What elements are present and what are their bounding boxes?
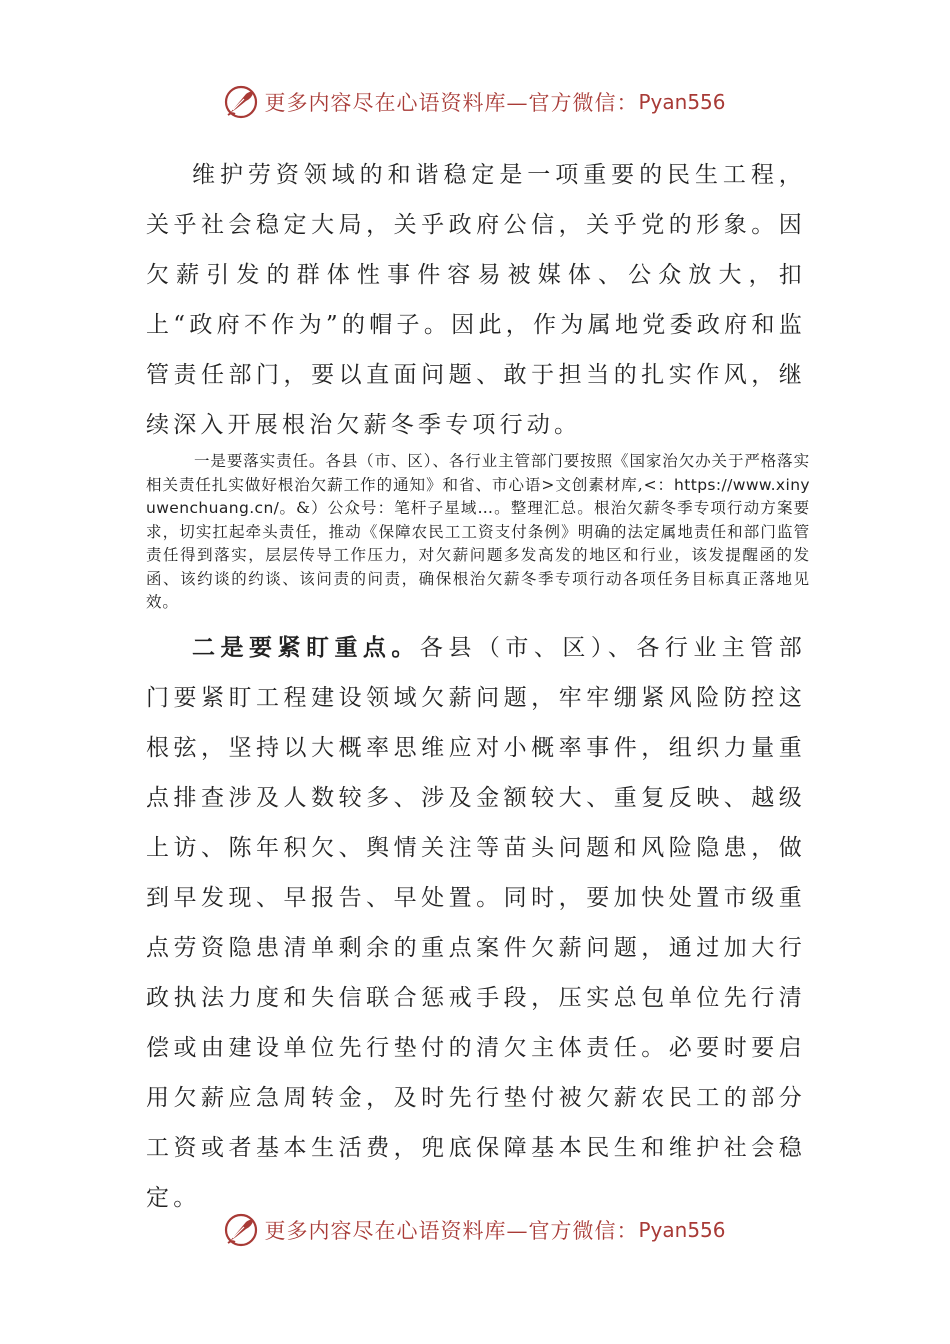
header-banner [0, 82, 950, 122]
banner-text: 更多内容尽在心语资料库—官方微信： [264, 1219, 639, 1243]
quill-logo-icon [224, 1213, 258, 1247]
source-url-link[interactable]: https://www.xinyuwenchuang.cn/ [146, 475, 810, 517]
point-two-heading: 二是要紧盯重点。 [192, 634, 420, 661]
point-one-part2: 。&）公众号：笔杆子星域…。整理汇总。根治欠薪冬季专项行动方案要求，切实扛起牵头责任，推动《保障农民工工资支付条例》明确的法定属地责任和部门监管责任得到落实，层层传导工作压力，对欠薪问题多发高发的地区和行业，该发提醒函的发函、该约谈的约谈、该问责的问责，确保根治欠薪冬季专项行动各项任务目标真正落地见效。 [146, 499, 810, 611]
quill-logo-icon [224, 85, 258, 119]
wechat-id: Pyan556 [638, 90, 726, 114]
intro-paragraph: 维护劳资领域的和谐稳定是一项重要的民生工程，关乎社会稳定大局，关乎政府公信，关乎党的形象。因欠薪引发的群体性事件容易被媒体、公众放大，扣上“政府不作为”的帽子。因此，作为属地党委政府和监管责任部门，要以直面问题、敢于担当的扎实作风，继续深入开展根治欠薪冬季专项行动。 [146, 162, 806, 438]
point-one-part1: 一是要落实责任。各县（市、区）、各行业主管部门要按照《国家治欠办关于严格落实相关责任扎实做好根治欠薪工作的通知》和省、市心语>文创素材库,<： [146, 452, 810, 494]
point-two-paragraph [146, 623, 806, 1223]
point-one-paragraph [146, 450, 810, 615]
point-two-body: 各县（市、区）、各行业主管部门要紧盯工程建设领域欠薪问题，牢牢绷紧风险防控这根弦，坚持以大概率思维应对小概率事件，组织力量重点排查涉及人数较多、涉及金额较大、重复反映、越级上访、陈年积欠、舆情关注等苗头问题和风险隐患，做到早发现、早报告、早处置。同时，要加快处置市级重点劳资隐患清单剩余的重点案件欠薪问题，通过加大行政执法力度和失信联合惩戒手段，压实总包单位先行清偿或由建设单位先行垫付的清欠主体责任。必要时要启用欠薪应急周转金，及时先行垫付被欠薪农民工的部分工资或者基本生活费，兜底保障基本民生和维护社会稳定。 [146, 635, 806, 1211]
footer-banner [0, 1210, 950, 1250]
banner-text: 更多内容尽在心语资料库—官方微信： [264, 91, 639, 115]
wechat-id: Pyan556 [638, 1218, 726, 1242]
